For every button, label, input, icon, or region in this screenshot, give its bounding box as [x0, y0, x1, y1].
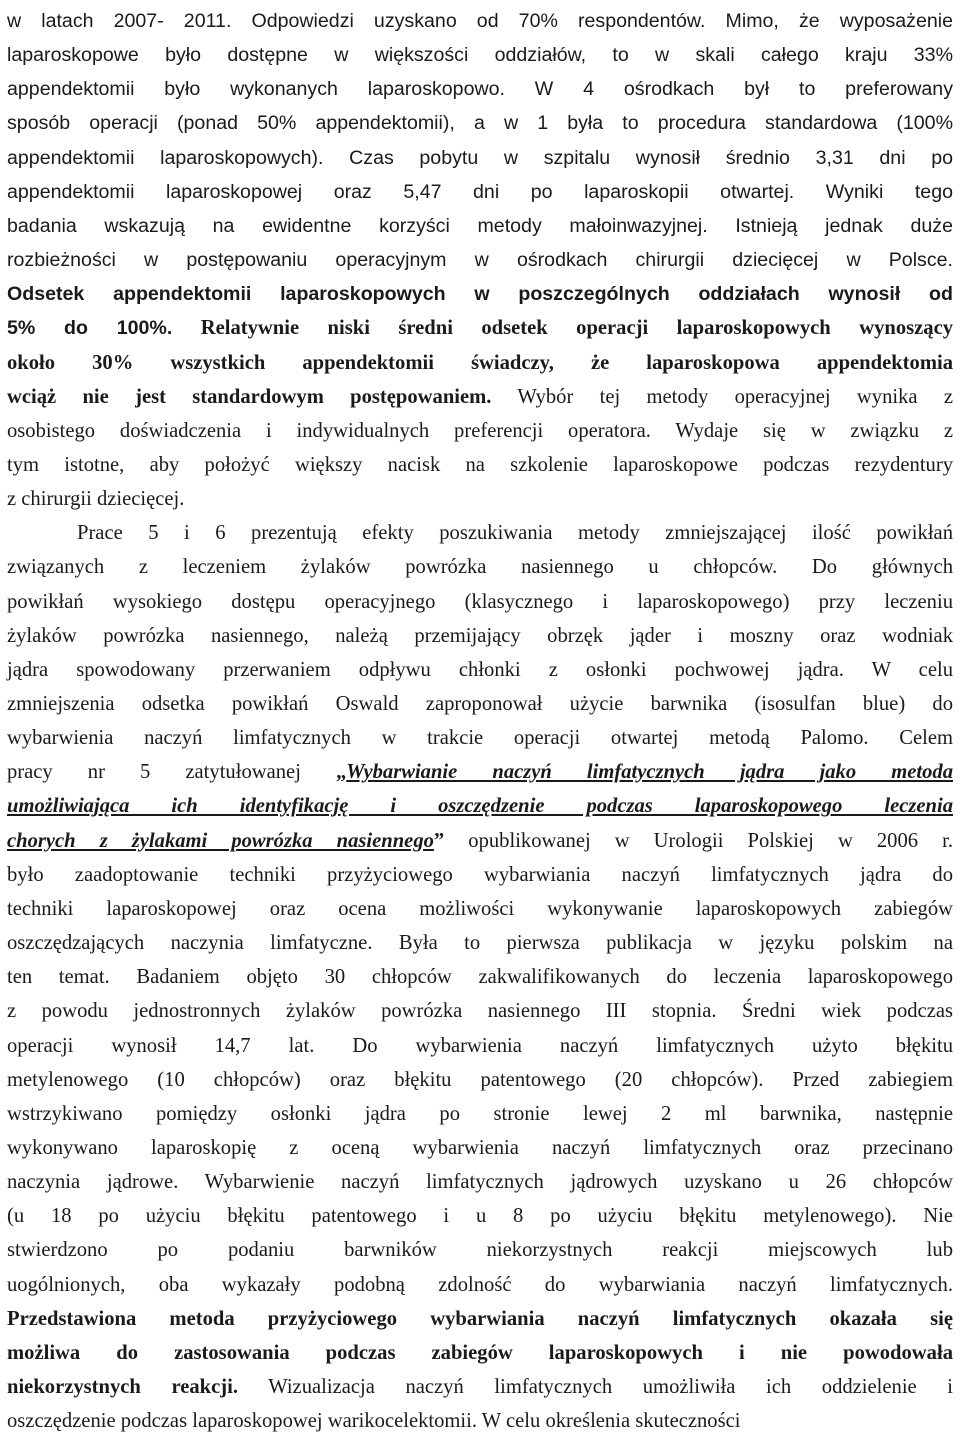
- text-segment: ”: [433, 829, 445, 852]
- text-line: [7, 1404, 953, 1438]
- text-segment: badania wskazują na ewidentne korzyści metody małoinwazyjnej. Istnieją jednak duże: [7, 214, 953, 237]
- text-line: [7, 1233, 953, 1267]
- text-segment: było zaadoptowanie techniki przyżyciowego wybarwiania naczyń limfatycznych jądra do: [7, 863, 953, 886]
- text-segment: wstrzykiwano pomiędzy osłonki jądra po stronie lewej 2 ml barwnika, następnie: [7, 1102, 953, 1125]
- text-segment: Wizualizacja naczyń limfatycznych umożliwiła ich oddzielenie i: [238, 1376, 953, 1398]
- text-segment: powikłań wysokiego dostępu operacyjnego (klasycznego i laparoskopowego) przy leczeniu: [7, 590, 953, 613]
- text-segment: z chirurgii dziecięcej.: [7, 488, 185, 511]
- text-segment: techniki laparoskopowej oraz ocena możliwości wykonywanie laparoskopowych zabiegów: [7, 897, 953, 920]
- text-line: [7, 1063, 953, 1097]
- text-segment: sposób operacji (ponad 50% appendektomii), a w 1 była to procedura standardowa (100%: [7, 112, 953, 135]
- text-line: [7, 72, 953, 106]
- text-segment: niekorzystnych reakcji.: [7, 1376, 238, 1398]
- text-line: [7, 1165, 953, 1199]
- text-segment: wciąż nie jest standardowym postępowaniem.: [7, 385, 492, 408]
- text-segment: chorych z żylakami powrózka nasiennego: [7, 829, 434, 852]
- text-line: [7, 550, 953, 584]
- text-line: [7, 926, 953, 960]
- text-segment: jądra spowodowany przerwaniem odpływu chłonki z osłonki pochwowej jądra. W celu: [7, 658, 953, 681]
- text-segment: zmniejszenia odsetka powikłań Oswald zaproponował użycie barwnika (isosulfan blue) do: [7, 693, 953, 715]
- text-line: [7, 448, 953, 482]
- text-line: [7, 482, 953, 516]
- text-segment: około 30% wszystkich appendektomii świadczy, że laparoskopowa appendektomia: [7, 351, 953, 374]
- text-line: [7, 721, 953, 755]
- text-segment: Wybór tej metody operacyjnej wynika z: [491, 385, 954, 408]
- text-segment: opublikowanej w Urologii Polskiej w 2006 r.: [444, 829, 953, 852]
- text-line: [7, 380, 953, 414]
- text-line: [7, 755, 953, 789]
- text-segment: operacji wynosił 14,7 lat. Do wybarwienia naczyń limfatycznych użyto błękitu: [7, 1034, 953, 1057]
- text-segment: naczynia jądrowe. Wybarwienie naczyń limfatycznych jądrowych uzyskano u 26 chłopców: [7, 1171, 953, 1194]
- text-segment: z powodu jednostronnych żylaków powrózka nasiennego III stopnia. Średni wiek podczas: [7, 1000, 953, 1023]
- text-segment: appendektomii laparoskopowej oraz 5,47 dni po laparoskopii otwartej. Wyniki tego: [7, 180, 953, 203]
- text-line: [77, 516, 953, 550]
- text-segment: rozbieżności w postępowaniu operacyjnym w ośrodkach chirurgii dziecięcej w Polsce.: [7, 249, 953, 272]
- text-line: [7, 1097, 953, 1131]
- text-line: [7, 653, 953, 687]
- text-segment: związanych z leczeniem żylaków powrózka nasiennego u chłopców. Do głównych: [7, 556, 953, 579]
- text-segment: ten temat. Badaniem objęto 30 chłopców zakwalifikowanych do leczenia laparoskopowego: [7, 966, 953, 989]
- text-line: [7, 106, 953, 140]
- text-segment: „: [336, 761, 347, 784]
- text-segment: 5% do 100%.: [7, 317, 173, 340]
- text-line: [7, 960, 953, 994]
- text-segment: Relatywnie niski średni odsetek operacji laparoskopowych wynoszący: [172, 317, 954, 340]
- text-line: [7, 824, 953, 858]
- text-segment: tym istotne, aby położyć większy nacisk na szkolenie laparoskopowe podczas rezydentury: [7, 453, 953, 476]
- text-line: [7, 4, 953, 38]
- text-line: [7, 1302, 953, 1336]
- text-segment: pracy nr 5 zatytułowanej: [7, 761, 336, 784]
- text-line: [7, 311, 953, 345]
- text-line: [7, 1268, 953, 1302]
- text-line: [7, 346, 953, 380]
- text-segment: Odsetek appendektomii laparoskopowych w poszczególnych oddziałach wynosił od: [7, 283, 953, 306]
- text-segment: oszczędzających naczynia limfatyczne. Była to pierwsza publikacja w języku polskim na: [7, 932, 953, 955]
- text-segment: appendektomii było wykonanych laparoskopowo. W 4 ośrodkach był to preferowany: [7, 78, 953, 101]
- text-line: [7, 414, 953, 448]
- text-line: [7, 175, 953, 209]
- text-line: [7, 892, 953, 926]
- text-line: [7, 1029, 953, 1063]
- text-line: [7, 1336, 953, 1370]
- text-segment: żylaków powrózka nasiennego, należą przemijający obrzęk jąder i moszny oraz wodniak: [7, 624, 953, 647]
- text-segment: Wybarwianie naczyń limfatycznych jądra jako metoda: [346, 761, 953, 784]
- text-segment: metylenowego (10 chłopców) oraz błękitu patentowego (20 chłopców). Przed zabiegiem: [7, 1068, 953, 1091]
- text-segment: Prace 5 i 6 prezentują efekty poszukiwania metody zmniejszającej ilość powikłań: [77, 522, 953, 545]
- text-line: [7, 619, 953, 653]
- text-segment: (u 18 po użyciu błękitu patentowego i u 8 po użyciu błękitu metylenowego). Nie: [7, 1205, 953, 1228]
- text-line: [7, 141, 953, 175]
- text-segment: uogólnionych, oba wykazały podobną zdolność do wybarwiania naczyń limfatycznych.: [7, 1273, 953, 1296]
- text-line: [7, 1199, 953, 1233]
- text-line: [7, 277, 953, 311]
- text-segment: wybarwienia naczyń limfatycznych w trakcie operacji otwartej metodą Palomo. Celem: [7, 727, 953, 750]
- text-line: [7, 1131, 953, 1165]
- text-segment: osobistego doświadczenia i indywidualnych preferencji operatora. Wydaje się w związku z: [7, 419, 953, 442]
- text-segment: oszczędzenie podczas laparoskopowej warikocelektomii. W celu określenia skuteczności: [7, 1410, 741, 1433]
- text-segment: Przedstawiona metoda przyżyciowego wybarwiania naczyń limfatycznych okazała się: [7, 1307, 953, 1330]
- text-line: [7, 243, 953, 277]
- text-line: [7, 858, 953, 892]
- text-segment: możliwa do zastosowania podczas zabiegów laparoskopowych i nie powodowała: [7, 1341, 953, 1364]
- text-line: [7, 209, 953, 243]
- text-line: [7, 38, 953, 72]
- text-line: [7, 994, 953, 1028]
- text-line: [7, 687, 953, 721]
- text-segment: wykonywano laparoskopię z oceną wybarwienia naczyń limfatycznych oraz przecinano: [7, 1136, 953, 1159]
- text-line: [7, 1370, 953, 1404]
- text-segment: stwierdzono po podaniu barwników niekorzystnych reakcji miejscowych lub: [7, 1239, 953, 1262]
- text-segment: appendektomii laparoskopowych). Czas pobytu w szpitalu wynosił średnio 3,31 dni po: [7, 146, 953, 169]
- text-segment: laparoskopowe było dostępne w większości oddziałów, to w skali całego kraju 33%: [7, 44, 953, 67]
- text-segment: w latach 2007- 2011. Odpowiedzi uzyskano od 70% respondentów. Mimo, że wyposażenie: [7, 10, 953, 32]
- text-line: [7, 789, 953, 823]
- text-segment: umożliwiająca ich identyfikację i oszczędzenie podczas laparoskopowego leczenia: [7, 795, 953, 818]
- text-line: [7, 585, 953, 619]
